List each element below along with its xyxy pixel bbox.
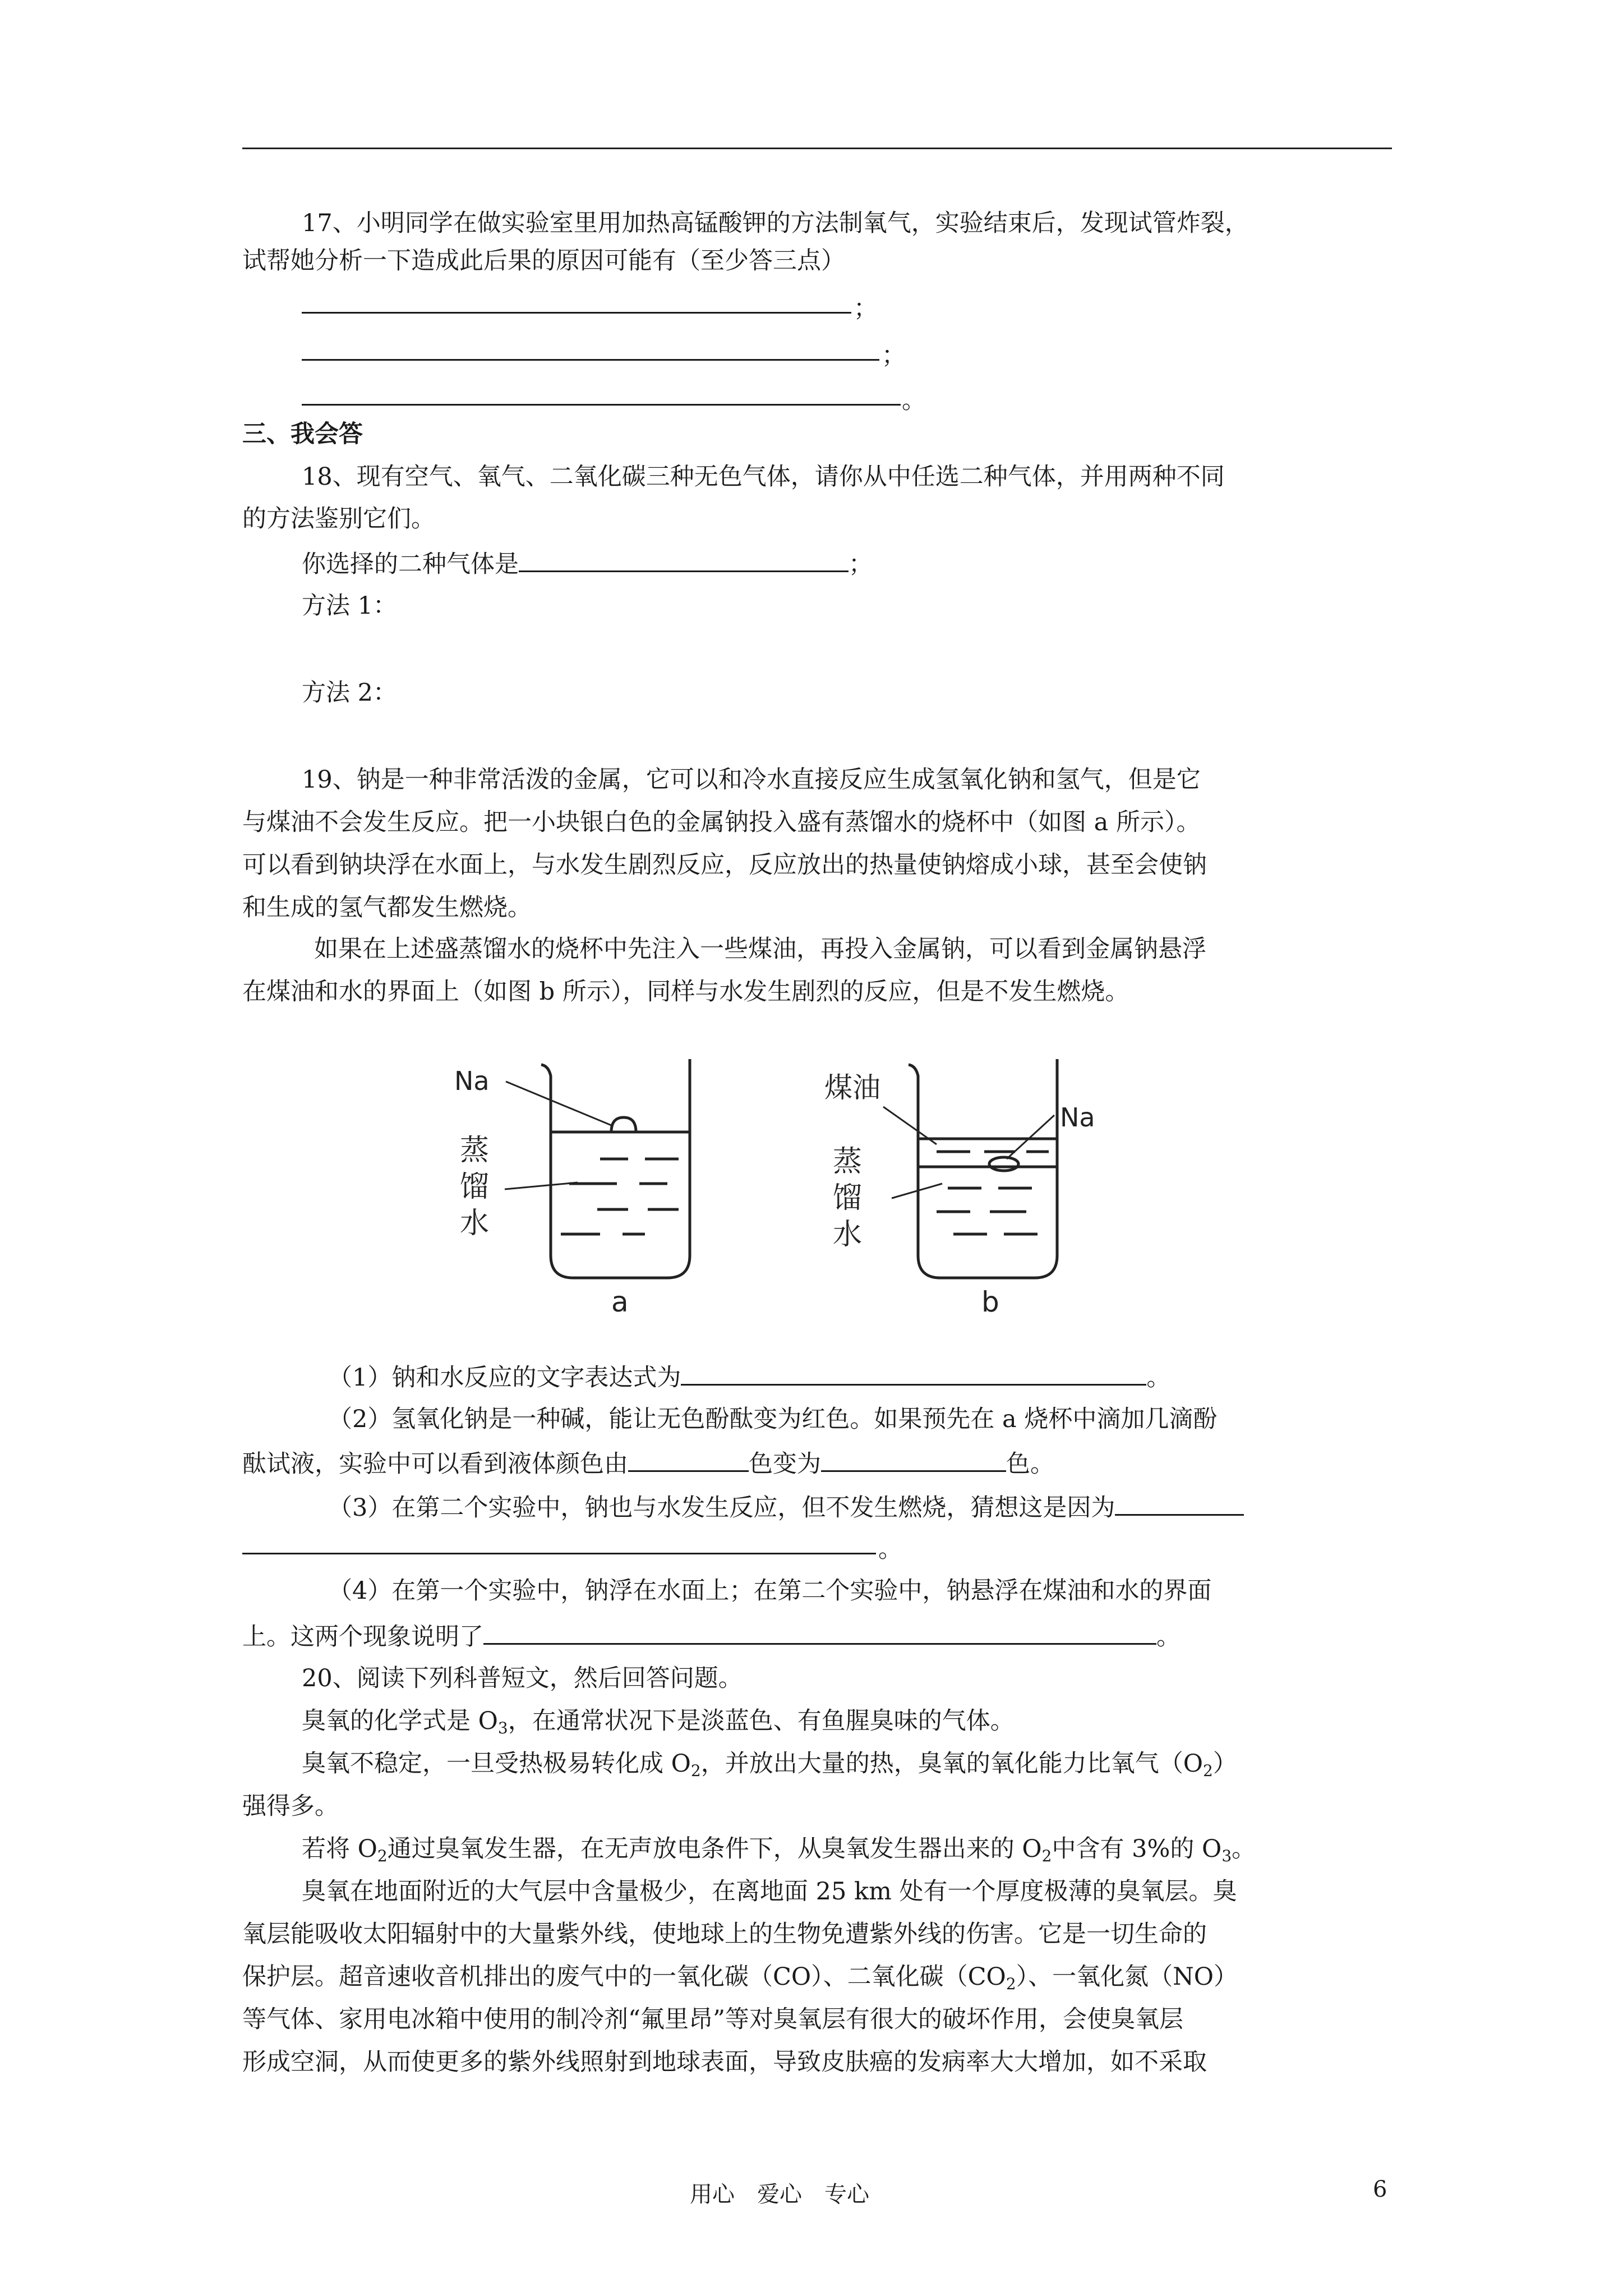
q19-sub1 xyxy=(328,1359,1170,1395)
q19-sub4-line1: （4）在第一个实验中，钠浮在水面上；在第二个实验中，钠悬浮在煤油和水的界面 xyxy=(328,1577,1212,1605)
fig-b-water-label-2: 馏 xyxy=(833,1181,863,1215)
q20-p4-line3-a: 保护层。超音速收音机排出的废气中的一氧化碳（CO）、二氧化碳（CO xyxy=(242,1963,1006,1991)
q20-p2-c: ） xyxy=(1212,1750,1237,1778)
q17-answer-blank-2[interactable] xyxy=(302,359,879,361)
q17-line1: 17、小明同学在做实验室里用加热高锰酸钾的方法制氧气，实验结束后，发现试管炸裂， xyxy=(302,209,1249,237)
q19-sub2-text-c: 色。 xyxy=(1006,1450,1054,1478)
q18-line1: 18、现有空气、氧气、二氧化碳三种无色气体，请你从中任选二种气体，并用两种不同 xyxy=(302,463,1225,491)
q20-p2-sub2: 2 xyxy=(1203,1761,1213,1780)
q19-sub3-line1 xyxy=(328,1489,1244,1525)
q19-sub2-text-b: 色变为 xyxy=(749,1450,821,1478)
q19-sub1-punct: 。 xyxy=(1146,1364,1171,1392)
q20-p1-b: ，在通常状况下是淡蓝色、有鱼腥臭味的气体。 xyxy=(508,1707,1015,1735)
q20-p2-a: 臭氧不稳定，一旦受热极易转化成 O xyxy=(302,1750,691,1778)
q19-p1-line1: 19、钠是一种非常活泼的金属，它可以和冷水直接反应生成氢氧化钠和氢气，但是它 xyxy=(302,766,1201,794)
q19-sub4-text: 上。这两个现象说明了 xyxy=(242,1623,483,1651)
q20-p4-line5: 形成空洞，从而使更多的紫外线照射到地球表面，导致皮肤癌的发病率大大增加，如不采取 xyxy=(242,2048,1207,2076)
section-title: 三、我会答 xyxy=(242,420,363,448)
q20-p4-line1: 臭氧在地面附近的大气层中含量极少，在离地面 25 km 处有一个厚度极薄的臭氧层。臭 xyxy=(302,1878,1237,1906)
q18-choose xyxy=(302,546,873,581)
beaker-b xyxy=(883,1059,1057,1278)
fig-a-water-label-2: 馏 xyxy=(460,1170,490,1204)
q19-sub2-line1: （2）氢氧化钠是一种碱，能让无色酚酞变为红色。如果预先在 a 烧杯中滴加几滴酚 xyxy=(328,1405,1218,1433)
q19-p1-line3: 可以看到钠块浮在水面上，与水发生剧烈反应，反应放出的热量使钠熔成小球，甚至会使钠 xyxy=(242,851,1207,879)
q20-p4-line3-sub: 2 xyxy=(1006,1975,1016,1993)
q18-line2: 的方法鉴别它们。 xyxy=(242,505,435,533)
fig-b-kerosene-label: 煤油 xyxy=(824,1071,880,1104)
q18-choose-label: 你选择的二种气体是 xyxy=(302,550,519,578)
q19-p1-line2: 与煤油不会发生反应。把一小块银白色的金属钠投入盛有蒸馏水的烧杯中（如图 a 所示）。 xyxy=(242,808,1201,836)
header-rule xyxy=(242,148,1392,149)
q20-p2-line2: 强得多。 xyxy=(242,1792,339,1820)
q20-p1 xyxy=(302,1704,1015,1738)
q20-p2-b: ，并放出大量的热，臭氧的氧化能力比氧气（O xyxy=(700,1750,1204,1778)
q19-sub4-punct: 。 xyxy=(1156,1623,1181,1651)
q19-sub3-text: （3）在第二个实验中，钠也与水发生反应，但不发生燃烧，猜想这是因为 xyxy=(328,1494,1115,1522)
fig-a-water-label-3: 水 xyxy=(460,1207,490,1240)
fig-a-na-label: Na xyxy=(454,1066,490,1096)
fig-b-water-label-3: 水 xyxy=(833,1218,863,1251)
q19-sub3-blank-b[interactable] xyxy=(242,1553,876,1554)
fig-a-water-label-1: 蒸 xyxy=(460,1134,490,1167)
q20-p3-d: 。 xyxy=(1232,1835,1256,1863)
q20-p4-line2: 氧层能吸收太阳辐射中的大量紫外线，使地球上的生物免遭紫外线的伤害。它是一切生命的 xyxy=(242,1920,1207,1948)
q20-p3-sub3: 3 xyxy=(1221,1847,1232,1865)
fig-a-caption: a xyxy=(611,1286,629,1317)
q17-line2: 试帮她分析一下造成此后果的原因可能有（至少答三点） xyxy=(242,247,845,275)
q19-p1-line4: 和生成的氢气都发生燃烧。 xyxy=(242,894,532,922)
q20-p3 xyxy=(302,1832,1256,1866)
q20-p4-line4: 等气体、家用电冰箱中使用的制冷剂“氟里昂”等对臭氧层有很大的破坏作用，会使臭氧层 xyxy=(242,2005,1183,2033)
q19-p2-line2: 在煤油和水的界面上（如图 b 所示），同样与水发生剧烈的反应，但是不发生燃烧。 xyxy=(242,978,1129,1006)
q18-method1: 方法 1： xyxy=(302,592,398,620)
q19-sub1-blank[interactable] xyxy=(681,1359,1146,1386)
q20-p3-a: 若将 O xyxy=(302,1835,377,1863)
q19-sub1-text: （1）钠和水反应的文字表达式为 xyxy=(328,1364,681,1392)
q20-p2-sub: 2 xyxy=(690,1761,701,1780)
q17-blank3-punct: 。 xyxy=(902,386,926,415)
q19-sub2-color-from-blank[interactable] xyxy=(628,1446,749,1472)
q18-choose-punct: ； xyxy=(849,550,873,578)
q19-p2-line1: 如果在上述盛蒸馏水的烧杯中先注入一些煤油，再投入金属钠，可以看到金属钠悬浮 xyxy=(314,935,1206,963)
q18-method2: 方法 2： xyxy=(302,679,398,707)
q20-p1-sub: 3 xyxy=(497,1719,508,1737)
q20-p2 xyxy=(302,1747,1237,1780)
q20-p4-line3 xyxy=(242,1960,1238,1994)
beaker-figure xyxy=(443,1037,1172,1317)
q17-blank1-punct: ； xyxy=(854,295,878,323)
q20-p3-c: 中含有 3%的 O xyxy=(1052,1835,1222,1863)
q19-sub4-line2 xyxy=(242,1618,1181,1654)
q17-answer-blank-1[interactable] xyxy=(302,312,851,314)
fig-b-water-label-1: 蒸 xyxy=(833,1145,863,1179)
fig-b-na-label: Na xyxy=(1060,1102,1095,1133)
q20-intro: 20、阅读下列科普短文，然后回答问题。 xyxy=(302,1664,743,1692)
q19-sub3-blank-a[interactable] xyxy=(1115,1489,1244,1516)
q19-sub4-blank[interactable] xyxy=(483,1618,1156,1645)
q20-p3-sub2: 2 xyxy=(1041,1847,1052,1865)
q19-sub2-line2 xyxy=(242,1446,1054,1481)
q18-gases-blank[interactable] xyxy=(519,546,849,572)
beaker-diagram xyxy=(443,1037,1172,1317)
q19-sub2-color-to-blank[interactable] xyxy=(821,1446,1006,1472)
q20-p3-sub1: 2 xyxy=(377,1847,388,1865)
page-number: 6 xyxy=(1373,2177,1387,2202)
beaker-a xyxy=(505,1059,690,1278)
fig-b-caption: b xyxy=(981,1286,999,1317)
q20-p1-a: 臭氧的化学式是 O xyxy=(302,1707,498,1735)
q20-p4-line3-b: ）、一氧化氮（NO） xyxy=(1016,1963,1238,1991)
q19-sub3-punct: 。 xyxy=(878,1535,902,1563)
q20-p3-b: 通过臭氧发生器，在无声放电条件下，从臭氧发生器出来的 O xyxy=(387,1835,1042,1863)
q17-blank2-punct: ； xyxy=(882,342,906,370)
footer-motto: 用心 爱心 专心 xyxy=(690,2182,869,2207)
q19-sub2-text-a: 酞试液，实验中可以看到液体颜色由 xyxy=(242,1450,628,1478)
q17-answer-blank-3[interactable] xyxy=(302,404,901,406)
